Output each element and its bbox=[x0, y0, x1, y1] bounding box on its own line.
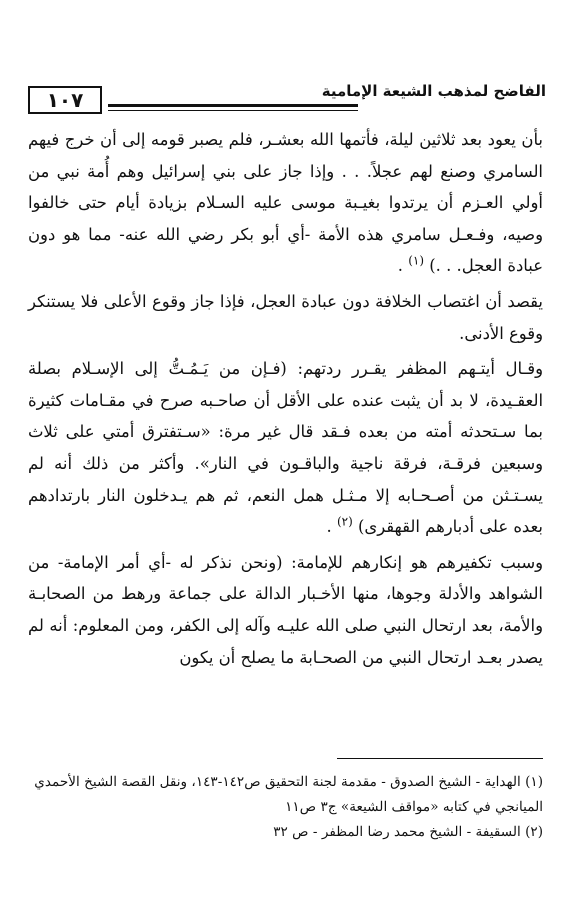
body-text bbox=[28, 124, 543, 673]
page-number: ١٠٧ bbox=[28, 86, 102, 114]
paragraph-end: . bbox=[397, 256, 404, 276]
paragraph-text: يقصد أن اغتصاب الخلافة دون عبادة العجل، فإذا جاز وقوع الأعلى فلا يستنكر وقوع الأدنى. bbox=[28, 291, 543, 343]
paragraph bbox=[28, 547, 543, 673]
footnote-separator bbox=[337, 758, 543, 759]
footnote-reference: (٢) bbox=[336, 514, 353, 529]
paragraph-end: . bbox=[326, 517, 332, 537]
paragraph-text: وقـال أيتـهم المظفر يقـرر ردتهم: (فـإن من يَـمُـتُّ إلى الإسـلام بصلة العقـيدة، لا بد أن يثبت عنده على الأقل أن صاحـبه صرح في مقـامات كثيرة بما سـتحدثه أمته من بعده فـقد قال غير مرة: «سـتفترق أمتي على ثلاث وسبعين فرقـة، فرقة ناجية والباقـون في النار». وأكثر من ذلك أنه لم يسـتـثن من أصـحـابه إلا مـثـل همل النعم، ثم هم يـدخلون النار بارتدادهم بعده على أدبارهم القهقرى) bbox=[28, 359, 543, 537]
footnotes bbox=[28, 770, 543, 845]
footnote: (٢) السقيفة - الشيخ محمد رضا المظفر - ص ٣٢ bbox=[273, 824, 543, 840]
paragraph-text: وسبب تكفيرهم هو إنكارهم للإمامة: (ونحن نذكر له -أي أمر الإمامة- من الشواهد والأدلة وجوها، منها الأخـبار الدالة على جماعة ورهط من الصحابـة والأمة، بعد ارتحال النبي صلى الله عليـه وآله إلى الكفر، ومن المعلوم: أنه لم يصدر بعـد ارتحال النبي من الصحـابة ما يصلح أن يكون bbox=[28, 552, 543, 667]
page-header bbox=[28, 80, 546, 120]
paragraph bbox=[28, 353, 543, 543]
paragraph-text: بأن يعود بعد ثلاثين ليلة، فأتمها الله بعشـر، فلم يصبر قومه إلى أن خرج فيهم السامري وصنع لهم عجلاً. . . وإذا جاز على بني إسرائيل وهم أُمة نبي من أولي العـزم أن يرتدوا بغيـبة موسى عليه السـلام بزيادة أيام حتى خالفوا وصيه، وفـعـل سامري هذه الأمة -أي أبو بكر رضي الله عنه- مما هو دون عبادة العجل. . .) bbox=[28, 130, 543, 276]
paragraph bbox=[28, 286, 543, 349]
footnote-reference: (١) bbox=[408, 253, 425, 268]
footnote: (١) الهداية - الشيخ الصدوق - مقدمة لجنة التحقيق ص١٤٢-١٤٣، ونقل القصة الشيخ الأحمدي الميانجي في كتابه «مواقف الشيعة» ج٣ ص١١ bbox=[34, 774, 543, 815]
paragraph bbox=[28, 124, 543, 282]
header-rule-thick bbox=[108, 104, 358, 107]
running-title: الفاضح لمذهب الشيعة الإمامية bbox=[321, 82, 546, 100]
header-rule-thin bbox=[108, 110, 358, 111]
